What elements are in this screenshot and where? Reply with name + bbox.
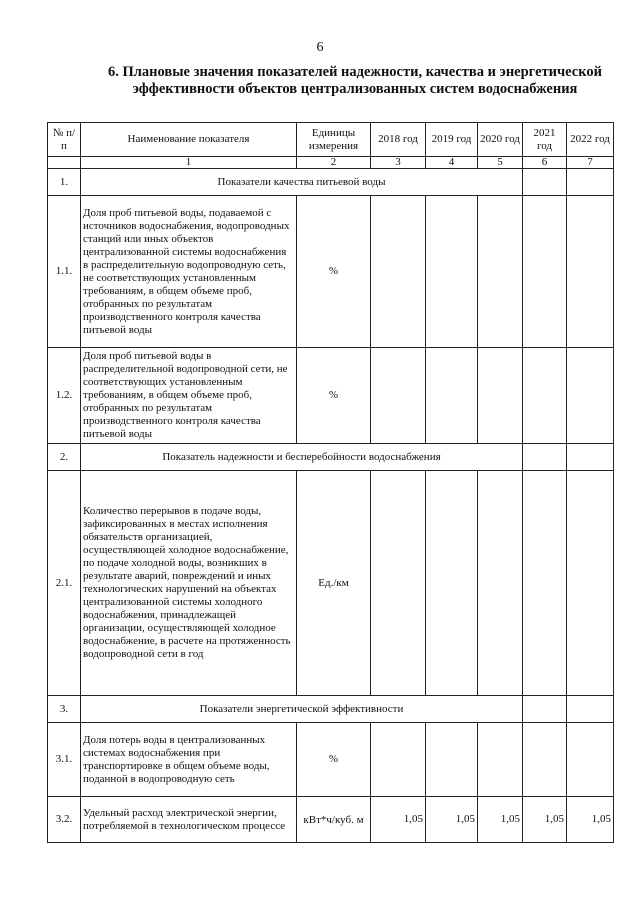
value-2021 xyxy=(523,348,567,444)
column-index-blank xyxy=(48,157,81,169)
empty-cell xyxy=(567,169,614,196)
column-index: 2 xyxy=(297,157,371,169)
indicator-unit: % xyxy=(297,196,371,348)
header-year-2019: 2019 год xyxy=(426,123,478,157)
value-2018 xyxy=(371,196,426,348)
value-2018 xyxy=(371,348,426,444)
section-title: Показатели энергетической эффективности xyxy=(81,696,523,723)
column-index: 5 xyxy=(478,157,523,169)
header-year-2022: 2022 год xyxy=(567,123,614,157)
value-2020 xyxy=(478,196,523,348)
section-title: Показатель надежности и бесперебойности водоснабжения xyxy=(81,444,523,471)
section-number: 2. xyxy=(48,444,81,471)
column-index-row xyxy=(48,157,614,169)
column-index: 7 xyxy=(567,157,614,169)
table-row xyxy=(48,196,614,348)
row-number: 3.1. xyxy=(48,723,81,797)
header-num: № п/п xyxy=(48,123,81,157)
header-name: Наименование показателя xyxy=(81,123,297,157)
section-number: 3. xyxy=(48,696,81,723)
indicator-unit: % xyxy=(297,723,371,797)
empty-cell xyxy=(523,169,567,196)
value-2022: 1,05 xyxy=(567,797,614,843)
section-row xyxy=(48,696,614,723)
empty-cell xyxy=(523,696,567,723)
table-row xyxy=(48,471,614,696)
value-2020 xyxy=(478,348,523,444)
row-number: 1.1. xyxy=(48,196,81,348)
value-2022 xyxy=(567,196,614,348)
indicator-unit: % xyxy=(297,348,371,444)
column-index: 4 xyxy=(426,157,478,169)
table-row xyxy=(48,797,614,843)
section-row xyxy=(48,169,614,196)
table-row xyxy=(48,348,614,444)
section-heading: 6. Плановые значения показателей надежности, качества и энергетической эффективности объектов централизованных систем водоснабжения xyxy=(108,64,602,97)
section-title: Показатели качества питьевой воды xyxy=(81,169,523,196)
header-year-2020: 2020 год xyxy=(478,123,523,157)
page-number: 6 xyxy=(316,40,324,55)
column-index: 3 xyxy=(371,157,426,169)
value-2021 xyxy=(523,196,567,348)
empty-cell xyxy=(567,696,614,723)
table-row xyxy=(48,723,614,797)
value-2021 xyxy=(523,723,567,797)
value-2018 xyxy=(371,723,426,797)
value-2021 xyxy=(523,471,567,696)
row-number: 1.2. xyxy=(48,348,81,444)
value-2018: 1,05 xyxy=(371,797,426,843)
section-row xyxy=(48,444,614,471)
header-year-2018: 2018 год xyxy=(371,123,426,157)
indicator-name: Удельный расход электрической энергии, потребляемой в технологическом процессе xyxy=(81,797,297,843)
empty-cell xyxy=(523,444,567,471)
indicator-name: Доля проб питьевой воды, подаваемой с источников водоснабжения, водопроводных станций или иных объектов централизованной системы водоснабжения в распределительную водопроводную сеть, не соответствующих установленным требованиям, в общем объеме проб, отобранных по результатам производственного контроля качества питьевой воды xyxy=(81,196,297,348)
indicator-unit: кВт*ч/куб. м xyxy=(297,797,371,843)
value-2021: 1,05 xyxy=(523,797,567,843)
value-2019 xyxy=(426,723,478,797)
value-2019 xyxy=(426,196,478,348)
empty-cell xyxy=(567,444,614,471)
indicator-unit: Ед./км xyxy=(297,471,371,696)
indicator-name: Доля потерь воды в централизованных системах водоснабжения при транспортировке в общем объеме воды, поданной в водопроводную сеть xyxy=(81,723,297,797)
header-year-2021: 2021 год xyxy=(523,123,567,157)
header-unit: Единицы измерения xyxy=(297,123,371,157)
value-2020 xyxy=(478,723,523,797)
header-row xyxy=(48,123,614,157)
value-2020 xyxy=(478,471,523,696)
value-2019: 1,05 xyxy=(426,797,478,843)
value-2018 xyxy=(371,471,426,696)
value-2019 xyxy=(426,348,478,444)
indicator-name: Количество перерывов в подаче воды, зафиксированных в местах исполнения обязательств организацией, осуществляющей холодное водоснабжение, по подаче холодной воды, возникших в результате аварий, повреждений и иных технологических нарушений на объектах централизованной системы холодного водоснабжения, принадлежащей организации, осуществляющей холодное водоснабжение, в расчете на протяженность водопроводной сети в год xyxy=(81,471,297,696)
section-number: 1. xyxy=(48,169,81,196)
indicator-name: Доля проб питьевой воды в распределительной водопроводной сети, не соответствующих установленным требованиям, в общем объеме проб, отобранных по результатам производственного контроля качества питьевой воды xyxy=(81,348,297,444)
row-number: 2.1. xyxy=(48,471,81,696)
value-2019 xyxy=(426,471,478,696)
indicators-table xyxy=(47,122,614,843)
column-index: 1 xyxy=(81,157,297,169)
value-2022 xyxy=(567,348,614,444)
column-index: 6 xyxy=(523,157,567,169)
value-2022 xyxy=(567,723,614,797)
value-2022 xyxy=(567,471,614,696)
value-2020: 1,05 xyxy=(478,797,523,843)
row-number: 3.2. xyxy=(48,797,81,843)
